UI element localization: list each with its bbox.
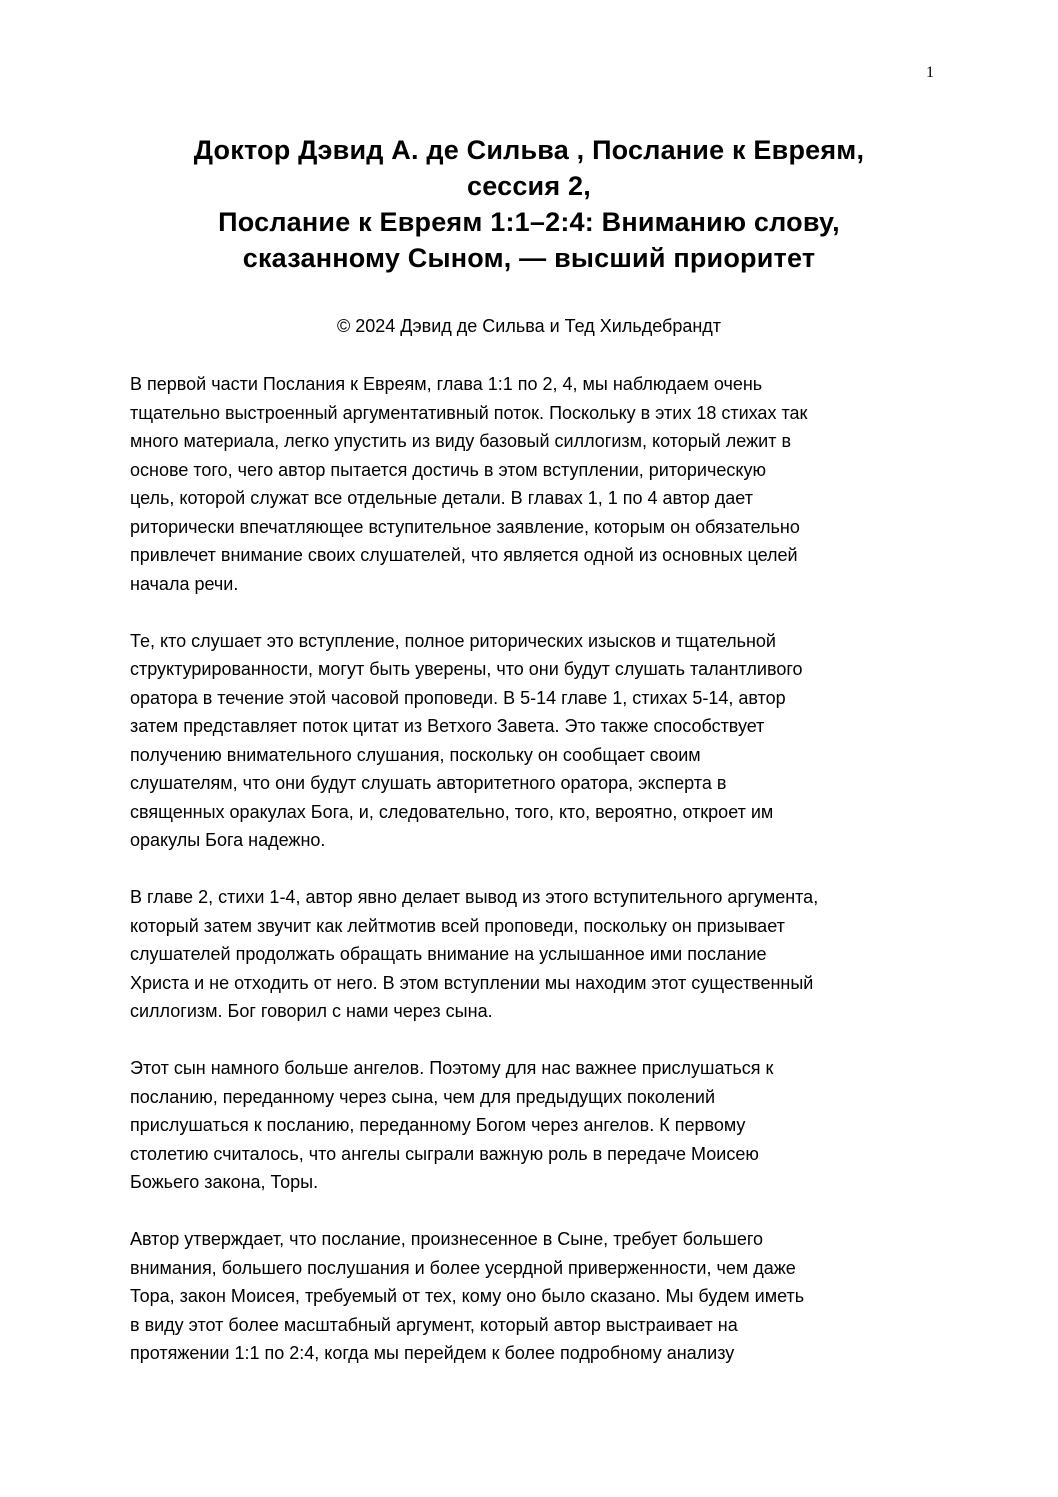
- text-line: привлечет внимание своих слушателей, что является одной из основных целей: [130, 545, 798, 565]
- text-line: В главе 2, стихи 1-4, автор явно делает вывод из этого вступительного аргумента,: [130, 887, 819, 907]
- text-line: риторически впечатляющее вступительное заявление, которым он обязательно: [130, 516, 800, 537]
- text-line: оракулы Бога надежно.: [130, 830, 326, 850]
- text-line: цель, которой служат все отдельные детали. В главах 1, 1 по 4 автор дает: [130, 488, 753, 508]
- paragraph-3: [130, 883, 930, 1026]
- text-line: Те, кто слушает это вступление, полное риторических изысков и тщательной: [130, 630, 776, 651]
- text-line: слушателей продолжать обращать внимание на услышанное ими послание: [130, 944, 767, 964]
- text-line: столетию считалось, что ангелы сыграли важную роль в передаче Моисею: [130, 1143, 759, 1164]
- document-title: [100, 132, 958, 276]
- text-line: оратора в течение этой часовой проповеди. В 5-14 главе 1, стихах 5-14, автор: [130, 687, 786, 708]
- text-line: структурированности, могут быть уверены, что они будут слушать талантливого: [130, 659, 803, 679]
- text-line: посланию, переданному через сына, чем для предыдущих поколений: [130, 1086, 716, 1107]
- body-text: [130, 370, 930, 1396]
- paragraph-1: [130, 370, 930, 598]
- title-line: сказанному Сыном, — высший приоритет: [242, 243, 816, 273]
- title-line: сессия 2,: [467, 171, 591, 201]
- text-line: основе того, чего автор пытается достичь в этом вступлении, риторическую: [130, 459, 766, 480]
- text-line: В первой части Послания к Евреям, глава 1:1 по 2, 4, мы наблюдаем очень: [130, 374, 763, 394]
- text-line: получению внимательного слушания, поскольку он сообщает своим: [130, 744, 701, 765]
- paragraph-4: [130, 1054, 930, 1197]
- text-line: Автор утверждает, что послание, произнесенное в Сыне, требует большего: [130, 1229, 764, 1249]
- text-line: который затем звучит как лейтмотив всей проповеди, поскольку он призывает: [130, 915, 785, 936]
- text-line: Тора, закон Моисея, требуемый от тех, кому оно было сказано. Мы будем иметь: [130, 1286, 805, 1306]
- title-line: Доктор Дэвид А. де Сильва , Послание к Евреям,: [193, 135, 865, 165]
- text-line: силлогизм. Бог говорил с нами через сына.: [130, 1001, 493, 1021]
- page-number: 1: [926, 64, 934, 81]
- text-line: тщательно выстроенный аргументативный поток. Поскольку в этих 18 стихах так: [130, 402, 808, 423]
- text-line: прислушаться к посланию, переданному Богом через ангелов. К первому: [130, 1115, 746, 1135]
- copyright-notice: © 2024 Дэвид де Сильва и Тед Хильдебрандт: [336, 316, 722, 336]
- text-line: затем представляет поток цитат из Ветхого Завета. Это также способствует: [130, 716, 765, 736]
- title-line: Послание к Евреям 1:1–2:4: Вниманию слову,: [218, 207, 840, 237]
- paragraph-5: [130, 1225, 930, 1368]
- text-line: внимания, большего послушания и более усердной приверженности, чем даже: [130, 1257, 796, 1278]
- text-line: в виду этот более масштабный аргумент, который автор выстраивает на: [130, 1314, 738, 1335]
- text-line: слушателям, что они будут слушать авторитетного оратора, эксперта в: [130, 773, 727, 793]
- text-line: Божьего закона, Торы.: [130, 1172, 319, 1192]
- text-line: протяжении 1:1 по 2:4, когда мы перейдем к более подробному анализу: [130, 1343, 735, 1363]
- text-line: много материала, легко упустить из виду базовый силлогизм, который лежит в: [130, 431, 792, 451]
- paragraph-2: [130, 627, 930, 855]
- text-line: Христа и не отходить от него. В этом вступлении мы находим этот существенный: [130, 972, 814, 993]
- text-line: священных оракулах Бога, и, следовательно, того, кто, вероятно, откроет им: [130, 801, 774, 822]
- text-line: начала речи.: [130, 573, 239, 594]
- text-line: Этот сын намного больше ангелов. Поэтому для нас важнее прислушаться к: [130, 1058, 774, 1078]
